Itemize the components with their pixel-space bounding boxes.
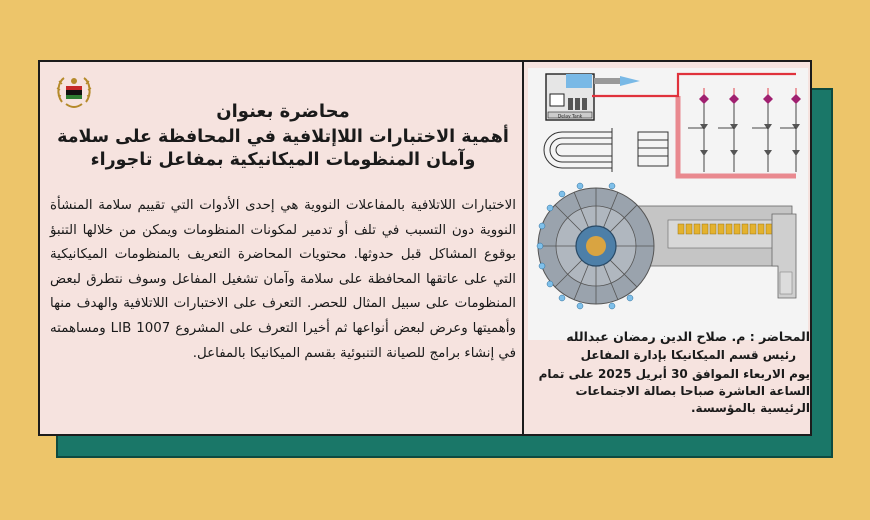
column-divider: [522, 62, 524, 434]
speaker-info: [526, 328, 810, 417]
lecture-schedule: يوم الاربعاء الموافق 30 أبريل 2025 على تمام الساعة العاشرة صباحا بصالة الاجتماعات الرئيسية بالمؤسسة.: [538, 367, 810, 415]
delay-tank-label: Delay Tank: [557, 114, 583, 120]
reactor-schematic-image: [528, 68, 808, 340]
lecture-announcement-card: [38, 60, 812, 436]
speaker-role: رئيس قسم الميكانيكا بإدارة المفاعل: [580, 348, 796, 362]
lecture-description: الاختبارات اللاتلافية بالمفاعلات النووية هي إحدى الأدوات التي تقييم سلامة المنشأة النووية دون التسبب في تلف أو تدمير لمكونات المنظومات ويمكن من خلالها التنبؤ بوقوع المشاكل قبل حدوثها. محتويات المحاضرة التعريف بالمنظومات الميكانيكية التي على عاتقها المحافظة على سلامة وآمان تشغيل المفاعل وسوف نتطرق لبعض المنظومات على سبيل المثال للحصر. التعرف على الاختبارات اللاتلافية والهدف منها وأهميتها وعرض لبعض أنواعها ثم أخيرا التعرف على المشروع LIB 1007 ومساهمته في إنشاء برامج للصيانة التنبوئية بقسم الميكانيكا بالمفاعل.: [50, 198, 516, 361]
speaker-name: المحاضر : م. صلاح الدين رمضان عبدالله: [566, 329, 810, 344]
lecture-title-line-2: وآمان المنظومات الميكانيكية بمفاعل تاجوراء: [90, 150, 476, 170]
lecture-title-block: [50, 100, 516, 172]
lecture-title-line-1: أهمية الاختبارات اللاإتلافية في المحافظة على سلامة: [57, 127, 509, 147]
lecture-heading: محاضرة بعنوان: [216, 101, 350, 122]
